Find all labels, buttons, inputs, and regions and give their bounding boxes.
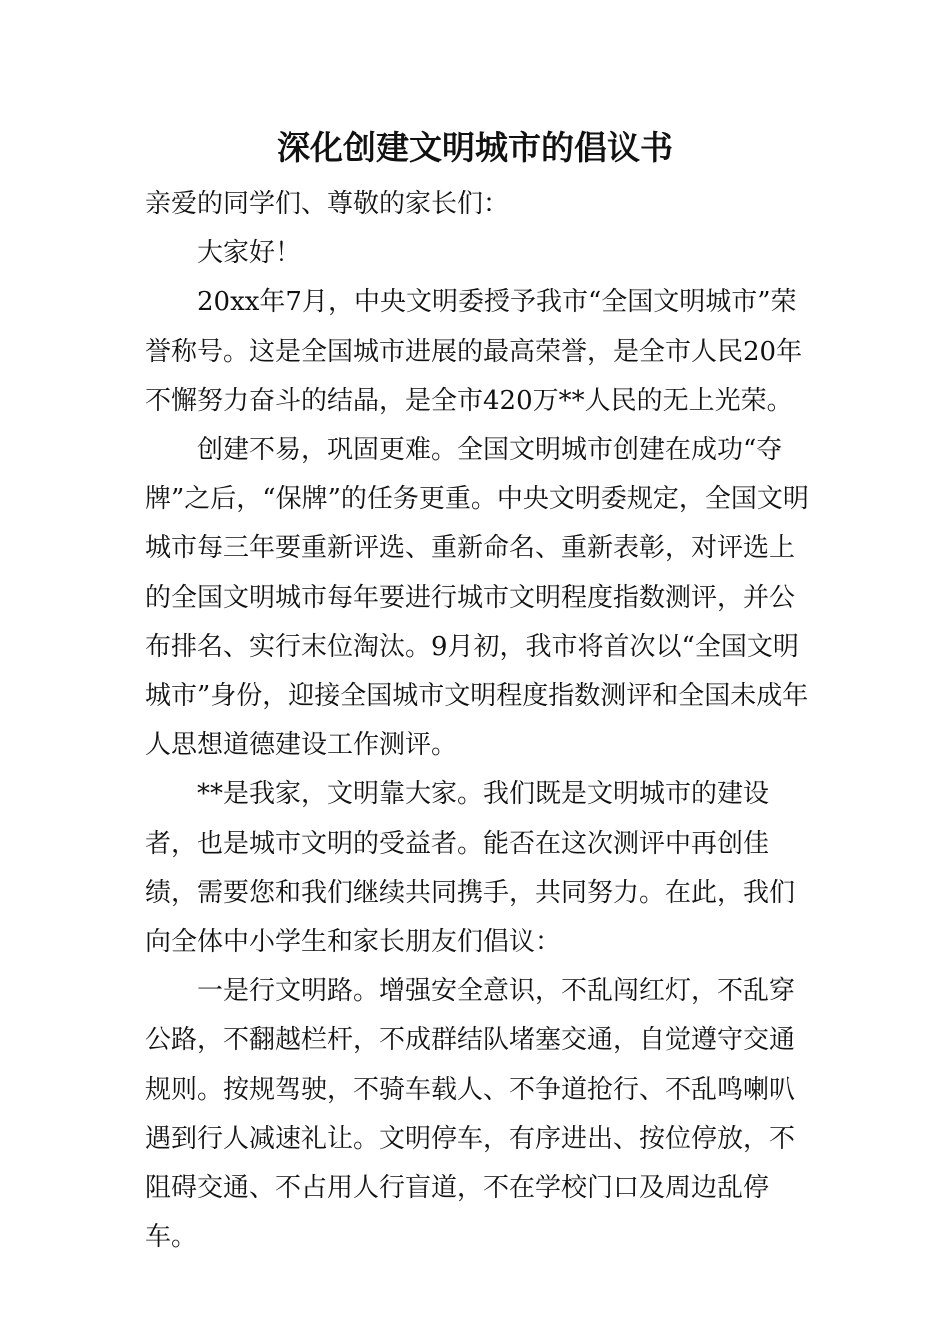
honor-paragraph: 20xx年7月，中央文明委授予我市“全国文明城市”荣誉称号。这是全国城市进展的最高荣誉，是全市人民20年不懈努力奋斗的结晶，是全市420万**人民的无上光荣。 [145, 287, 803, 416]
greeting-paragraph: 大家好！ [197, 238, 302, 269]
document-title: 深化创建文明城市的倡议书 [277, 128, 673, 167]
traffic-civility-paragraph: 一是行文明路。增强安全意识，不乱闯红灯，不乱穿公路，不翻越栏杆，不成群结队堵塞交通，自觉遵守交通规则。按规驾驶，不骑车载人、不争道抢行、不乱鸣喇叭遇到行人减速礼让。文明停车，有序进出、按位停放，不阻碍交通、不占用人行盲道，不在学校门口及周边乱停车。 [145, 976, 796, 1253]
salutation: 亲爱的同学们、尊敬的家长们： [145, 189, 510, 219]
document-body [145, 180, 810, 1262]
initiative-paragraph: **是我家，文明靠大家。我们既是文明城市的建设者，也是城市文明的受益者。能否在这次测评中再创佳绩，需要您和我们继续共同携手，共同努力。在此，我们向全体中小学生和家长朋友们倡议： [145, 779, 796, 958]
evaluation-paragraph: 创建不易，巩固更难。全国文明城市创建在成功“夺牌”之后，“保牌”的任务更重。中央文明委规定，全国文明城市每三年要重新评选、重新命名、重新表彰，对评选上的全国文明城市每年要进行城市文明程度指数测评，并公布排名、实行末位淘汰。9月初，我市将首次以“全国文明城市”身份，迎接全国城市文明程度指数测评和全国未成年人思想道德建设工作测评。 [145, 435, 809, 761]
